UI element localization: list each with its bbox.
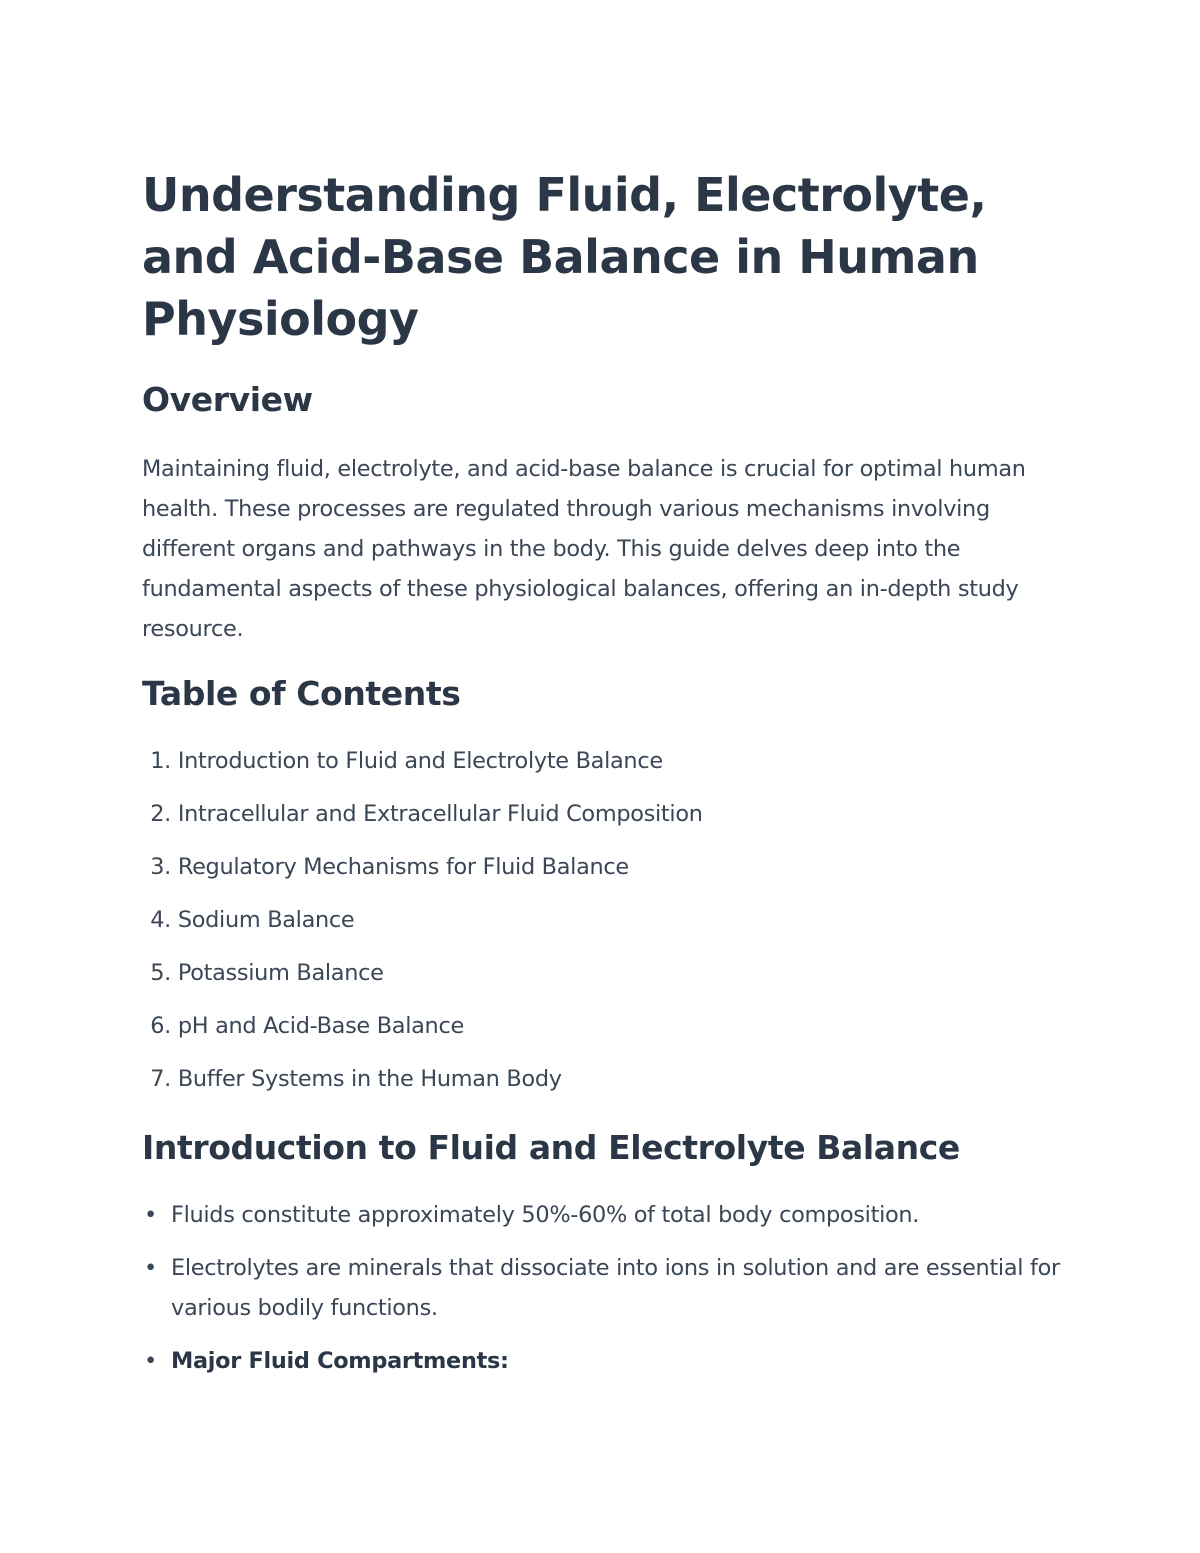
bullet-text: Electrolytes are minerals that dissociate into ions in solution and are essential for various bodily functions.	[171, 1255, 1060, 1321]
toc-item[interactable]	[142, 741, 703, 794]
bullet-icon: •	[144, 1255, 157, 1281]
bullet-icon: •	[144, 1348, 157, 1374]
toc-item-number: 1.	[150, 748, 171, 774]
intro-heading: Introduction to Fluid and Electrolyte Balance	[142, 1128, 960, 1167]
toc-item-text: Intracellular and Extracellular Fluid Composition	[177, 801, 703, 827]
list-item	[142, 1341, 1072, 1381]
overview-heading: Overview	[142, 380, 313, 419]
document-title: Understanding Fluid, Electrolyte, and Acid-Base Balance in Human Physiology	[142, 168, 987, 346]
toc-item-text: Sodium Balance	[177, 907, 355, 933]
toc-list	[142, 741, 703, 1112]
toc-item[interactable]	[142, 1059, 703, 1112]
toc-item-text: Regulatory Mechanisms for Fluid Balance	[177, 854, 629, 880]
toc-item[interactable]	[142, 953, 703, 1006]
toc-item-number: 2.	[150, 801, 171, 827]
list-item	[142, 1248, 1072, 1328]
list-item	[142, 1195, 1072, 1235]
intro-bullet-list	[142, 1195, 1072, 1394]
toc-item-text: pH and Acid-Base Balance	[177, 1013, 464, 1039]
toc-item[interactable]	[142, 900, 703, 953]
bullet-text: Major Fluid Compartments:	[171, 1348, 509, 1374]
toc-item-text: Introduction to Fluid and Electrolyte Balance	[177, 748, 663, 774]
toc-item[interactable]	[142, 1006, 703, 1059]
bullet-icon: •	[144, 1202, 157, 1228]
toc-item-number: 6.	[150, 1013, 171, 1039]
toc-item-number: 7.	[150, 1066, 171, 1092]
toc-item-text: Potassium Balance	[177, 960, 384, 986]
toc-item[interactable]	[142, 847, 703, 900]
toc-item-number: 3.	[150, 854, 171, 880]
toc-item[interactable]	[142, 794, 703, 847]
toc-heading: Table of Contents	[142, 674, 461, 713]
toc-item-number: 4.	[150, 907, 171, 933]
toc-item-number: 5.	[150, 960, 171, 986]
toc-item-text: Buffer Systems in the Human Body	[177, 1066, 562, 1092]
bullet-text: Fluids constitute approximately 50%-60% of total body composition.	[171, 1202, 920, 1228]
overview-paragraph: Maintaining fluid, electrolyte, and acid-base balance is crucial for optimal human health. These processes are regulated through various mechanisms involving different organs and pathways in the body. This guide delves deep into the fundamental aspects of these physiological balances, offering an in-depth study resource.	[142, 456, 1026, 642]
